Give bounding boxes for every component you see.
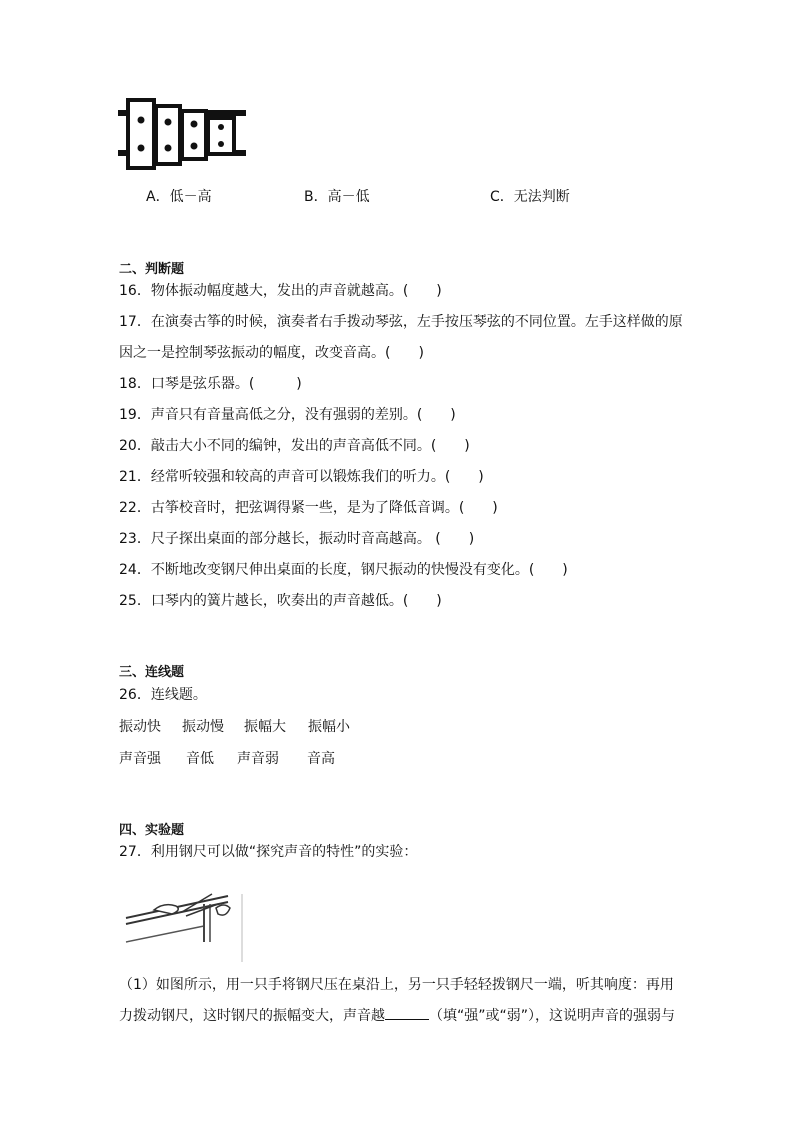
- option-c: C．无法判断: [490, 189, 570, 205]
- judge-item-17-line1: 17．在演奏古筝的时候，演奏者右手拨动琴弦，左手按压琴弦的不同位置。左手这样做的原: [119, 314, 683, 330]
- match-bottom-item: 音高: [307, 751, 335, 767]
- match-bottom-item: 音低: [186, 751, 214, 767]
- judge-item-19: 19．声音只有音量高低之分，没有强弱的差别。( ): [119, 407, 456, 423]
- match-question: 26．连线题。: [119, 687, 207, 703]
- judge-item-23: 23．尺子探出桌面的部分越长，振动时音高越高。 ( ): [119, 531, 475, 547]
- judge-item-21: 21．经常听较强和较高的声音可以锻炼我们的听力。( ): [119, 469, 484, 485]
- judge-item-24: 24．不断地改变钢尺伸出桌面的长度，钢尺振动的快慢没有变化。( ): [119, 562, 568, 578]
- section-match-title: 三、连线题: [119, 665, 185, 680]
- experiment-question: 27．利用钢尺可以做“探究声音的特性”的实验：: [119, 844, 418, 860]
- judge-item-25: 25．口琴内的簧片越长，吹奏出的声音越低。( ): [119, 593, 442, 609]
- option-a: A．低－高: [146, 189, 212, 205]
- match-top-item: 振动慢: [182, 719, 224, 735]
- section-experiment-title: 四、实验题: [119, 823, 185, 838]
- match-bottom-item: 声音强: [119, 751, 161, 767]
- judge-item-17-line2: 因之一是控制琴弦振动的幅度，改变音高。( ): [119, 345, 424, 361]
- judge-item-16: 16．物体振动幅度越大，发出的声音就越高。( ): [119, 283, 442, 299]
- judge-item-20: 20．敲击大小不同的编钟，发出的声音高低不同。( ): [119, 438, 470, 454]
- match-top-item: 振幅小: [308, 719, 350, 735]
- option-b: B．高－低: [304, 189, 370, 205]
- experiment-part-1: [119, 970, 679, 1032]
- match-top-item: 振动快: [119, 719, 161, 735]
- match-bottom-item: 声音弱: [237, 751, 279, 767]
- judge-item-22: 22．古筝校音时，把弦调得紧一些，是为了降低音调。( ): [119, 500, 498, 516]
- answer-blank[interactable]: [385, 1005, 429, 1020]
- judge-item-18: 18．口琴是弦乐器。( ): [119, 376, 302, 392]
- experiment-part-1-text-before: （1）如图所示，用一只手将钢尺压在桌沿上，另一只手轻轻拨钢尺一端，听其响度：再用力拨动钢尺，这时钢尺的振幅变大，声音越: [119, 977, 674, 1024]
- ruler-experiment-figure: [124, 884, 248, 964]
- experiment-part-1-text-after: （填“强”或“弱”），这说明声音的强弱与: [429, 1008, 676, 1024]
- section-judge-title: 二、判断题: [119, 262, 185, 277]
- xylophone-figure: [118, 98, 248, 170]
- match-top-item: 振幅大: [244, 719, 286, 735]
